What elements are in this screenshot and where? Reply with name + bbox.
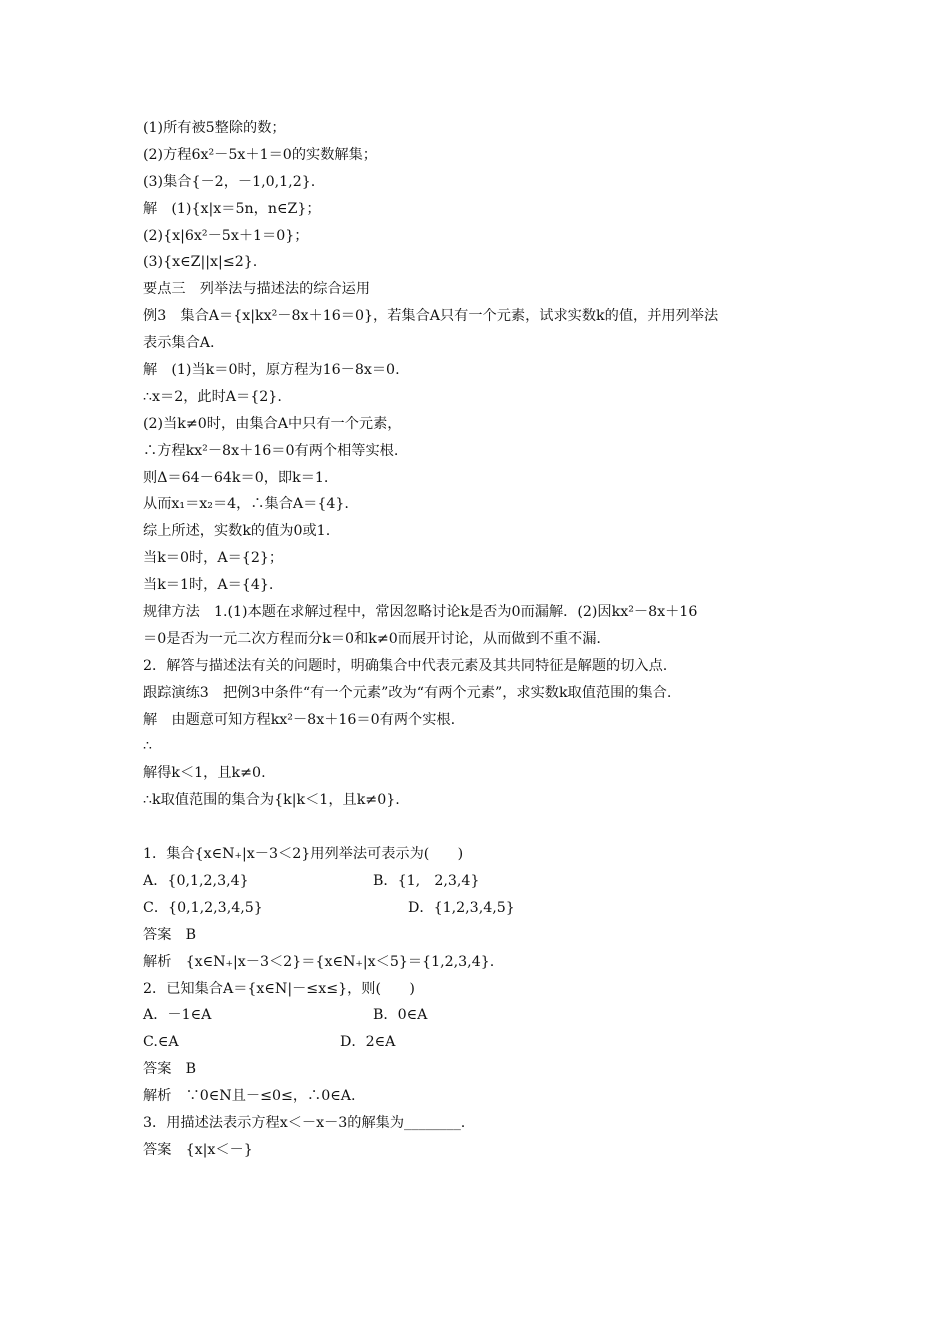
option-b: B．{1, 2,3,4} [373, 872, 480, 889]
text-line: 解得k＜1，且k≠0. [143, 765, 266, 782]
text-line: 当k＝0时，A＝{2}； [143, 550, 284, 567]
text-line: (2)方程6x²－5x＋1＝0的实数解集； [143, 146, 377, 163]
text-line: 综上所述，实数k的值为0或1. [143, 523, 331, 540]
text-line: 解 (1){x|x＝5n，n∈Z}； [143, 200, 321, 217]
question-1-analysis: 解析 {x∈N₊|x－3＜2}＝{x∈N₊|x＜5}＝{1,2,3,4}. [143, 953, 495, 970]
question-2-stem: 2．已知集合A＝{x∈N|－≤x≤}，则( ) [143, 980, 415, 997]
question-2-options-row-2 [143, 1029, 823, 1056]
text-line: (1)所有被5整除的数； [143, 120, 286, 136]
document-page [143, 115, 823, 1164]
option-d: D．{1,2,3,4,5} [408, 899, 515, 916]
method-note: 规律方法 1.(1)本题在求解过程中，常因忽略讨论k是否为0而漏解．(2)因kx²－8x＋16 [143, 604, 698, 621]
text-line: 解 (1)当k＝0时，原方程为16－8x＝0. [143, 362, 400, 379]
example-3-stem: 例3 集合A＝{x|kx²－8x＋16＝0}，若集合A只有一个元素，试求实数k的值，并用列举法 [143, 308, 719, 325]
example-3-stem-cont: 表示集合A. [143, 335, 215, 352]
question-3-answer: 答案 {x|x＜－} [143, 1141, 253, 1158]
question-1-options-row-2 [143, 895, 823, 922]
text-line: 则Δ＝64－64k＝0，即k＝1. [143, 469, 329, 486]
text-line: (3)集合{－2，－1,0,1,2}. [143, 173, 316, 190]
text-line: (3){x∈Z||x|≤2}. [143, 254, 258, 271]
option-c: C.∈A [143, 1034, 179, 1051]
section-heading: 要点三 列举法与描述法的综合运用 [143, 281, 371, 298]
text-line: 从而x₁＝x₂＝4，∴集合A＝{4}. [143, 496, 349, 513]
option-c: C．{0,1,2,3,4,5} [143, 899, 263, 916]
option-a: A．－1∈A [143, 1007, 212, 1024]
question-2-answer: 答案 B [143, 1061, 196, 1078]
practice-3-stem: 跟踪演练3 把例3中条件“有一个元素”改为“有两个元素”，求实数k取值范围的集合. [143, 684, 672, 701]
text-line: ∴ [143, 738, 153, 755]
text-line: 解 由题意可知方程kx²－8x＋16＝0有两个实根. [143, 711, 456, 728]
method-note-2: 2．解答与描述法有关的问题时，明确集合中代表元素及其共同特征是解题的切入点. [143, 657, 668, 674]
text-line: (2)当k≠0时，由集合A中只有一个元素， [143, 415, 402, 432]
question-2-analysis: 解析 ∵0∈N且－≤0≤，∴0∈A. [143, 1088, 356, 1105]
text-line: 当k＝1时，A＝{4}. [143, 577, 274, 594]
option-a: A．{0,1,2,3,4} [143, 872, 249, 889]
question-1-options-row-1 [143, 868, 823, 895]
method-note-cont: ＝0是否为一元二次方程而分k＝0和k≠0而展开讨论，从而做到不重不漏. [143, 630, 601, 647]
option-d: D．2∈A [340, 1034, 396, 1051]
question-1-answer: 答案 B [143, 926, 196, 943]
text-line: ∴k取值范围的集合为{k|k＜1，且k≠0}. [143, 792, 400, 809]
text-line: ∴方程kx²－8x＋16＝0有两个相等实根. [143, 442, 399, 459]
question-3-stem: 3．用描述法表示方程x＜－x－3的解集为________. [143, 1114, 466, 1131]
question-1-stem: 1．集合{x∈N₊|x－3＜2}用列举法可表示为( ) [143, 846, 464, 863]
text-line: ∴x＝2，此时A＝{2}. [143, 388, 282, 405]
spacer [143, 814, 823, 841]
option-b: B．0∈A [373, 1007, 428, 1024]
text-line: (2){x|6x²－5x＋1＝0}； [143, 227, 309, 244]
question-2-options-row-1 [143, 1002, 823, 1029]
